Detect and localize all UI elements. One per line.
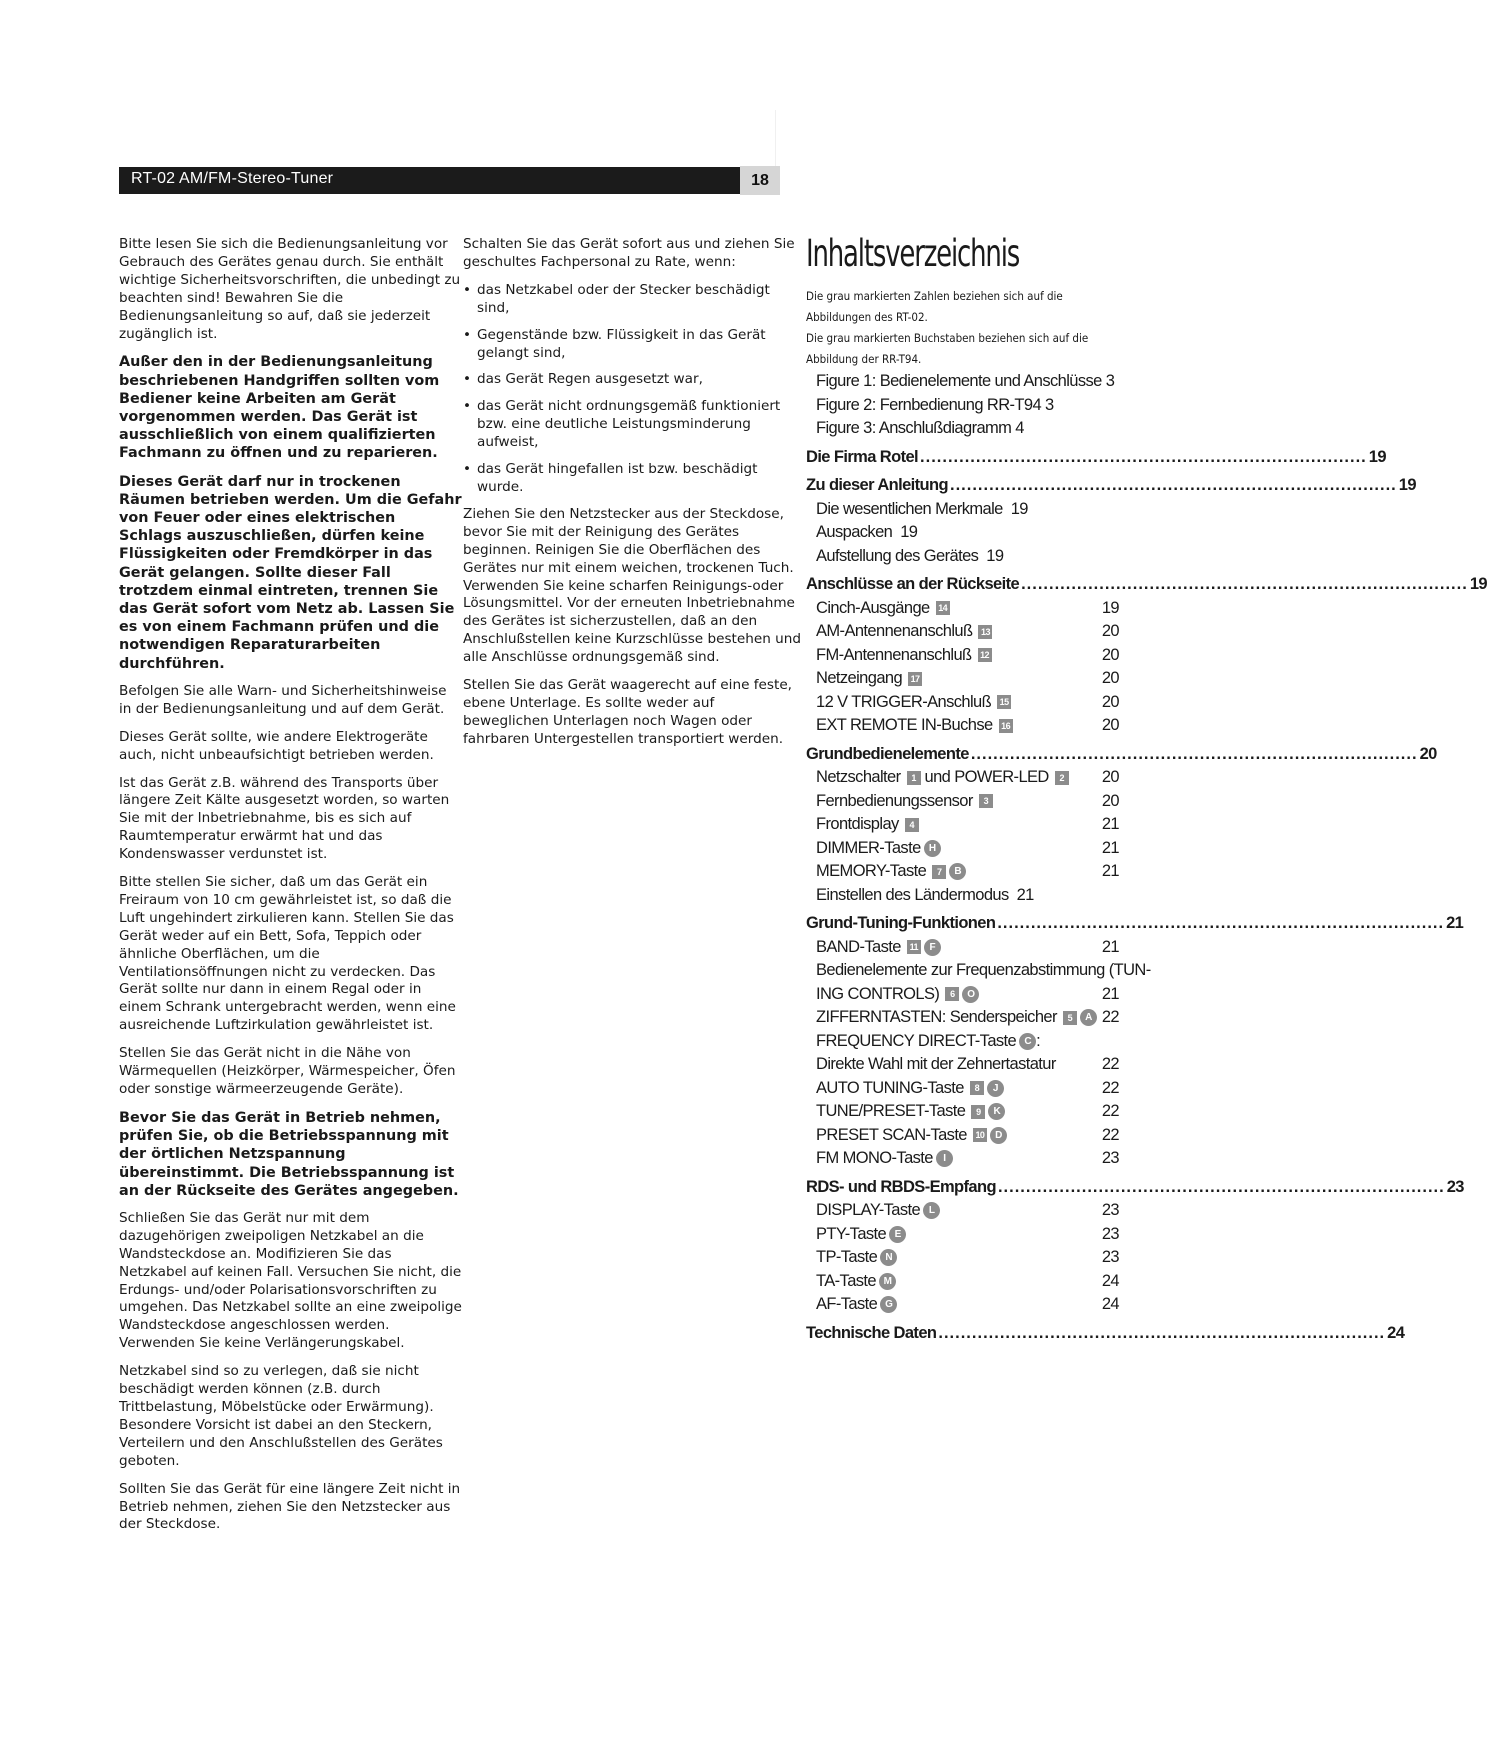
toc-subentry	[806, 1100, 1119, 1124]
toc-entry-label: Direkte Wahl mit der Zehnertastatur	[816, 1055, 1056, 1073]
remote-letter-marker: C	[1019, 1033, 1036, 1050]
toc-entry-label: AF-Taste	[816, 1295, 878, 1313]
toc-page-number: 23	[1101, 1201, 1119, 1219]
toc-page-number: 3	[1041, 395, 1054, 414]
toc-subentry	[806, 1199, 1119, 1223]
figure-number-marker: 17	[908, 672, 922, 686]
toc-subentry	[806, 620, 1119, 644]
toc-entry-label: Auspacken	[816, 523, 893, 541]
toc-entry-label: Netzeingang	[816, 669, 903, 687]
toc-entry-label: AUTO TUNING-Taste	[816, 1078, 964, 1097]
paragraph: Dieses Gerät sollte, wie andere Elektrogeräte auch, nicht unbeaufsichtigt betrieben werden.	[119, 728, 434, 763]
toc-entry-suffix: :	[1036, 1031, 1041, 1050]
figure-number-marker: 10	[973, 1128, 987, 1142]
toc-entry-label: PTY-Taste	[816, 1224, 887, 1243]
page-number: 18	[740, 166, 780, 195]
toc-subentry	[806, 691, 1119, 715]
figure-number-marker: 1	[907, 771, 921, 785]
toc-entry-label: 12 V TRIGGER-Anschluß	[816, 692, 992, 711]
toc-page-number: 21	[1101, 862, 1119, 880]
safety-column-right	[463, 236, 803, 759]
toc-section-label: Technische Daten	[806, 1323, 937, 1342]
toc-figure-entry	[806, 370, 1119, 394]
paragraph: Schließen Sie das Gerät nur mit dem dazugehörigen zweipoligen Netzkabel an die Wandsteckdose an. Modifizieren Sie das Netzkabel auf keinen Fall. Versuchen Sie nicht, die Erdungs- und/oder Polarisationsvorschriften zu umgehen. Das Netzkabel sollte an eine zweipolige Wandsteckdose angeschlossen werden. Verwenden Sie keine Verlängerungskabel.	[119, 1209, 462, 1352]
margin-rule	[775, 110, 776, 170]
toc-figures	[806, 370, 1119, 441]
toc-entry-label: FM MONO-Taste	[816, 1149, 933, 1167]
toc-page-number: 19	[892, 523, 918, 541]
toc-page-number: 20	[1101, 692, 1119, 711]
toc-section-label: Grundbedienelemente	[806, 744, 969, 763]
toc-page-number: 19	[1398, 476, 1416, 494]
paragraph: Ist das Gerät z.B. während des Transports über längere Zeit Kälte ausgesetzt worden, so warten Sie mit der Inbetriebnahme, bis es sich auf Raumtemperatur erwärmt hat und das Kondenswasser verdunstet ist.	[119, 774, 450, 863]
toc-heading: Inhaltsverzeichnis	[806, 232, 1020, 275]
toc-entry-label: Figure 1: Bedienelemente und Anschlüsse	[816, 372, 1102, 390]
remote-letter-marker: F	[924, 939, 941, 956]
toc-entry-label: Aufstellung des Gerätes	[816, 546, 979, 565]
toc-page-number: 20	[1101, 645, 1119, 664]
toc-subentry	[806, 1223, 1119, 1247]
paragraph: Sollten Sie das Gerät für eine längere Zeit nicht in Betrieb nehmen, ziehen Sie den Netzstecker aus der Steckdose.	[119, 1480, 461, 1533]
toc-page-number: 19	[978, 546, 1004, 565]
placement-paragraph: Stellen Sie das Gerät waagerecht auf eine feste, ebene Unterlage. Es sollte weder auf beweglichen Unterlagen noch Wagen oder fahrbaren Untergestellen transportiert werden.	[463, 677, 792, 747]
toc-page-number: 22	[1101, 1008, 1119, 1026]
toc-entry-label: FM-Antennenanschluß	[816, 645, 972, 664]
toc-figure-entry	[806, 394, 1119, 418]
toc-section-entry	[806, 912, 1464, 936]
toc-subentry	[806, 1293, 1119, 1317]
toc-entry-label: BAND-Taste	[816, 937, 901, 956]
toc-subentry	[806, 884, 1119, 908]
toc-entry-label: ING CONTROLS)	[816, 984, 940, 1003]
toc-sections	[806, 446, 1487, 1346]
toc-note-numbers: Die grau markierten Zahlen beziehen sich auf die Abbildungen des RT-02.	[806, 289, 1063, 324]
toc-entry-label: und POWER-LED	[920, 768, 1049, 786]
toc-page-number: 19	[1002, 499, 1028, 518]
toc-page-number: 19	[1368, 447, 1386, 466]
document-title: RT-02 AM/FM-Stereo-Tuner	[131, 170, 334, 187]
remote-letter-marker: I	[936, 1150, 953, 1167]
figure-number-marker: 6	[945, 987, 959, 1001]
list-item: • das Gerät nicht ordnungsgemäß funktioniert bzw. eine deutliche Leistungsminderung aufweist,	[463, 398, 803, 452]
figure-number-marker: 14	[936, 601, 950, 615]
toc-subentry	[806, 1270, 1119, 1294]
toc-section-label: Grund-Tuning-Funktionen	[806, 914, 996, 932]
toc-page-number: 20	[1101, 791, 1119, 810]
toc-section-entry	[806, 446, 1386, 470]
toc-subentry	[806, 1124, 1119, 1148]
toc-subentry	[806, 837, 1119, 861]
remote-letter-marker: H	[924, 840, 941, 857]
toc-page-number: 21	[1101, 815, 1119, 833]
remote-letter-marker: M	[879, 1273, 896, 1290]
remote-letter-marker: B	[949, 863, 966, 880]
paragraph: Bitte stellen Sie sicher, daß um das Gerät ein Freiraum von 10 cm gewährleistet ist, so daß die Luft ungehindert zirkulieren kann. Stellen Sie das Gerät weder auf ein Bett, Sofa, Teppich oder ähnliche Oberflächen, um die Ventilationsöffnungen nicht zu verdecken. Das Gerät sollte nur dann in einem Regal oder in einem Schrank untergebracht werden, wenn eine ausreichende Luftzirkulation gewährleistet ist.	[119, 874, 456, 1034]
toc-page-number: 21	[1101, 984, 1119, 1003]
toc-entry-label: TUNE/PRESET-Taste	[816, 1102, 966, 1120]
toc-page-number: 20	[1101, 669, 1119, 687]
warning-paragraph: Bevor Sie das Gerät in Betrieb nehmen, prüfen Sie, ob die Betriebsspannung mit der örtlichen Netzspannung übereinstimmt. Die Betriebsspannung ist an der Rückseite des Gerätes angegeben.	[119, 1109, 459, 1199]
figure-number-marker: 3	[979, 794, 993, 808]
figure-number-marker: 2	[1055, 771, 1069, 785]
toc-entry-label: TP-Taste	[816, 1248, 878, 1266]
toc-page-number: 23	[1101, 1224, 1119, 1243]
cleaning-paragraph: Ziehen Sie den Netzstecker aus der Steckdose, bevor Sie mit der Reinigung des Gerätes beginnen. Reinigen Sie die Oberflächen des Gerätes nur mit einem weichen, trockenen Tuch. Verwenden Sie keine scharfen Reinigungs-oder Lösungsmittel. Vor der erneuten Inbetriebnahme des Gerätes ist sicherzustellen, daß an den Anschlußstellen keine Kurzschlüsse bestehen und alle Anschlüsse ordnungsgemäß sind.	[463, 505, 802, 666]
warning-paragraph: Dieses Gerät darf nur in trockenen Räumen betrieben werden. Um die Gefahr von Feuer oder eines elektrischen Schlags auszuschließen, dürfen keine Flüssigkeiten oder Fremdkörper in das Gerät gelangen. Sollte dieser Fall trotzdem einmal eintreten, trennen Sie das Gerät sofort vom Netz ab. Lassen Sie es von einem Fachmann prüfen und die notwendigen Reparaturarbeiten durchführen.	[119, 473, 462, 672]
toc-entry-label: DIMMER-Taste	[816, 838, 921, 857]
toc-subentry	[806, 1006, 1119, 1030]
remote-letter-marker: J	[987, 1080, 1004, 1097]
toc-entry-label: Figure 3: Anschlußdiagramm	[816, 419, 1012, 437]
figure-number-marker: 5	[1063, 1011, 1077, 1025]
toc-leader-dots: ................................................................................	[997, 1177, 1445, 1196]
toc-page-number: 22	[1101, 1125, 1119, 1144]
figure-number-marker: 11	[907, 940, 921, 954]
toc-page-number: 23	[1101, 1149, 1119, 1167]
toc-subentry	[806, 1077, 1119, 1101]
remote-letter-marker: G	[880, 1296, 897, 1313]
toc-entry-label: TA-Taste	[816, 1271, 876, 1290]
toc-entry-label: PRESET SCAN-Taste	[816, 1125, 967, 1144]
toc-subentry	[806, 521, 1119, 545]
toc-entry-label: ZIFFERNTASTEN: Senderspeicher	[816, 1008, 1057, 1026]
toc-entry-label: Einstellen des Ländermodus	[816, 885, 1009, 904]
paragraph: Befolgen Sie alle Warn- und Sicherheitshinweise in der Bedienungsanleitung und auf dem Gerät.	[119, 682, 447, 717]
figure-number-marker: 12	[978, 648, 992, 662]
toc-page-number: 21	[1101, 838, 1119, 857]
list-item: • Gegenstände bzw. Flüssigkeit in das Gerät gelangt sind,	[463, 327, 803, 363]
figure-number-marker: 9	[971, 1105, 985, 1119]
toc-page-number: 21	[1446, 914, 1464, 932]
toc-section-entry	[806, 1322, 1405, 1346]
figure-number-marker: 15	[997, 695, 1011, 709]
figure-number-marker: 8	[970, 1081, 984, 1095]
toc-page-number: 19	[1101, 598, 1119, 617]
toc-page-number: 19	[1469, 575, 1487, 593]
toc-section-entry	[806, 474, 1416, 498]
paragraph: Bitte lesen Sie sich die Bedienungsanleitung vor Gebrauch des Gerätes genau durch. Sie enthält wichtige Sicherheitsvorschriften, die unbedingt zu beachten sind! Bewahren Sie die Bedienungsanleitung so auf, daß sie jederzeit zugänglich ist.	[119, 236, 461, 342]
figure-number-marker: 7	[932, 865, 946, 879]
remote-letter-marker: A	[1080, 1009, 1097, 1026]
toc-entry-wrapped-line: Bedienelemente zur Frequenzabstimmung (TUN-	[816, 961, 1151, 979]
toc-entry-label: MEMORY-Taste	[816, 862, 927, 880]
toc-page-number: 23	[1101, 1248, 1119, 1266]
toc-page-number: 20	[1419, 744, 1437, 763]
toc-subentry	[806, 644, 1119, 668]
toc-figure-entry	[806, 417, 1119, 441]
toc-subentry	[806, 545, 1119, 569]
list-item: • das Netzkabel oder der Stecker beschädigt sind,	[463, 282, 803, 318]
toc-page-number: 4	[1011, 419, 1024, 437]
toc-subentry	[806, 790, 1119, 814]
toc-page-number: 22	[1101, 1078, 1119, 1097]
safety-intro: Schalten Sie das Gerät sofort aus und ziehen Sie geschultes Fachpersonal zu Rate, wenn:	[463, 236, 795, 270]
toc-page-number: 23	[1446, 1177, 1464, 1196]
list-item: • das Gerät hingefallen ist bzw. beschädigt wurde.	[463, 461, 803, 497]
toc-subentry	[806, 1246, 1119, 1270]
toc-leader-dots: ................................................................................	[920, 447, 1367, 466]
toc-subentry	[806, 860, 1119, 884]
toc-subentry	[806, 714, 1119, 738]
toc-entry-label: Figure 2: Fernbedienung RR-T94	[816, 395, 1042, 414]
toc-section-entry	[806, 1176, 1464, 1200]
toc-entry-label: DISPLAY-Taste	[816, 1201, 921, 1219]
toc-note-letters: Die grau markierten Buchstaben beziehen sich auf die Abbildung der RR-T94.	[806, 331, 1089, 366]
toc-section-label: Zu dieser Anleitung	[806, 476, 948, 494]
toc-leader-dots: ................................................................................	[938, 1323, 1386, 1342]
table-of-contents	[806, 232, 1487, 1345]
toc-subentry	[806, 983, 1119, 1007]
warning-paragraph: Außer den in der Bedienungsanleitung beschriebenen Handgriffen sollten vom Bediener keine Arbeiten am Gerät vorgenommen werden. Das Gerät ist ausschließlich von einem qualifizierten Fachmann zu öffnen und zu reparieren.	[119, 354, 440, 462]
toc-entry-label: EXT REMOTE IN-Buchse	[816, 716, 993, 734]
toc-page-number: 20	[1101, 622, 1119, 640]
toc-entry-label: Die wesentlichen Merkmale	[816, 499, 1003, 518]
figure-number-marker: 4	[905, 818, 919, 832]
list-item: • das Gerät Regen ausgesetzt war,	[463, 371, 803, 389]
toc-subentry	[806, 766, 1119, 790]
safety-column-left	[119, 236, 462, 1544]
toc-subentry	[806, 597, 1119, 621]
toc-page-number: 21	[1008, 885, 1034, 904]
paragraph: Netzkabel sind so zu verlegen, daß sie nicht beschädigt werden können (z.B. durch Trittbelastung, Möbelstücke oder Erwärmung). Besondere Vorsicht ist dabei an den Steckern, Verteilern und den Anschlußstellen des Gerätes geboten.	[119, 1363, 443, 1469]
toc-leader-dots: ................................................................................	[997, 914, 1445, 932]
toc-section-label: RDS- und RBDS-Empfang	[806, 1177, 996, 1196]
remote-letter-marker: N	[880, 1249, 897, 1266]
toc-page-number: 3	[1101, 372, 1115, 390]
toc-page-number: 24	[1387, 1323, 1405, 1342]
remote-letter-marker: L	[923, 1202, 940, 1219]
toc-subentry	[806, 498, 1119, 522]
safety-condition-list	[463, 282, 803, 497]
toc-page-number: 20	[1101, 768, 1119, 786]
remote-letter-marker: O	[962, 986, 979, 1003]
figure-number-marker: 13	[978, 625, 992, 639]
toc-entry-label: Cinch-Ausgänge	[816, 598, 930, 617]
toc-subentry	[806, 667, 1119, 691]
toc-subentry	[806, 1147, 1119, 1171]
remote-letter-marker: D	[990, 1127, 1007, 1144]
toc-subentry	[806, 1030, 1119, 1054]
toc-page-number: 24	[1101, 1295, 1119, 1313]
remote-letter-marker: K	[988, 1103, 1005, 1120]
toc-entry-label: Frontdisplay	[816, 815, 899, 833]
toc-page-number: 21	[1101, 937, 1119, 956]
toc-page-number: 20	[1101, 716, 1119, 734]
toc-section-entry	[806, 743, 1437, 767]
toc-subentry	[806, 1053, 1119, 1077]
toc-page-number: 24	[1101, 1271, 1119, 1290]
toc-section-label: Anschlüsse an der Rückseite	[806, 575, 1020, 593]
figure-number-marker: 16	[999, 719, 1013, 733]
toc-page-number: 22	[1101, 1102, 1119, 1120]
toc-subentry	[806, 813, 1119, 837]
toc-leader-dots: ................................................................................	[950, 476, 1397, 494]
remote-letter-marker: E	[889, 1226, 906, 1243]
toc-entry-label: Netzschalter	[816, 768, 901, 786]
toc-section-label: Die Firma Rotel	[806, 447, 919, 466]
toc-section-entry	[806, 573, 1487, 597]
toc-entry-label: AM-Antennenanschluß	[816, 622, 973, 640]
toc-entry-label: FREQUENCY DIRECT-Taste	[816, 1031, 1017, 1050]
toc-entry-label: Fernbedienungssensor	[816, 791, 973, 810]
toc-subentry	[806, 936, 1119, 960]
toc-page-number: 22	[1101, 1055, 1119, 1073]
toc-leader-dots: ................................................................................	[1021, 575, 1468, 593]
paragraph: Stellen Sie das Gerät nicht in die Nähe von Wärmequellen (Heizkörper, Wärmespeicher, Öfen oder sonstige wärmeerzeugende Geräte).	[119, 1045, 456, 1098]
toc-leader-dots: ................................................................................	[970, 744, 1418, 763]
